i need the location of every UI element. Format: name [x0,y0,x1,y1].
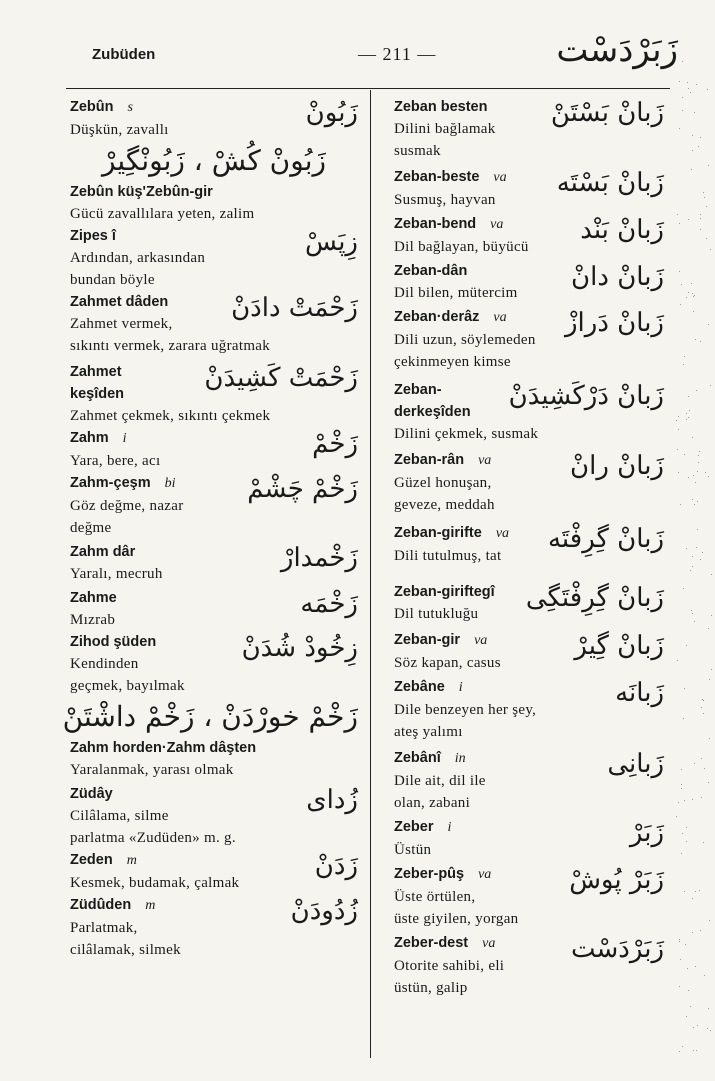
paper-speck [708,1008,709,1009]
right-column [394,96,664,999]
definition-line: cilâlamak, silmek [70,942,181,958]
paper-speck [702,552,703,553]
paper-speck [680,304,681,305]
definition-line: Dile ait, dil ile [394,773,486,789]
definition-line: Üste örtülen, [394,889,476,905]
arabic-script-form: زَبانِى [607,749,664,779]
grammar-tag: va [493,310,507,325]
definition-line: Ardından, arkasından [70,250,206,266]
definition-line: Güzel honuşan, [394,475,492,491]
paper-speck [697,501,698,502]
paper-speck [681,788,682,789]
definition-line: Kesmek, budamak, çalmak [70,875,240,891]
grammar-tag: va [478,867,492,882]
dictionary-entry [70,737,358,781]
paper-speck [708,628,709,629]
headword: Zeban-gir [394,632,461,648]
definition-line: parlatma «Zudüden» m. g. [70,830,236,846]
arabic-script-form: زَبانْ بَسْتَه [556,168,664,198]
arabic-script-form: زَحْمَتْ دادَنْ [231,293,358,323]
arabic-script-form: زِخُودْ شُدَنْ [241,633,358,663]
headword: Züdây [70,786,113,802]
dictionary-entry [70,96,358,141]
arabic-script-form: زَبانْ گِيرْ [574,631,664,661]
arabic-script-form: زَبانْ بَنْد [580,215,664,245]
paper-speck [710,1030,711,1031]
paper-speck [700,930,701,931]
dictionary-entry [394,213,664,258]
definition-line: Otorite sahibi, eli [394,958,505,974]
definition-line: Dilini bağlamak [394,121,496,137]
definition-line: üste giyilen, yorgan [394,911,519,927]
paper-speck [684,891,685,892]
dictionary-entry [70,631,358,697]
paper-speck [693,1027,694,1028]
paper-speck [703,700,704,701]
headword: Zeban besten [394,99,488,115]
entry-headword-line [394,816,664,839]
headword: Zebânî [394,750,441,766]
paper-speck [711,615,712,616]
paper-speck [676,420,677,421]
definition-line: çekinmeyen kimse [394,354,511,370]
dictionary-entry [70,541,358,585]
paper-speck [693,296,694,297]
dictionary-entry [70,141,358,181]
paper-speck [677,214,678,215]
paper-speck [701,707,702,708]
arabic-script-form: زَبانْ رانْ [570,451,664,481]
definition-line: üstün, galip [394,980,468,996]
definition-line: Zahmet vermek, [70,316,173,332]
paper-speck [686,841,687,842]
definition-line: geveze, meddah [394,497,495,513]
arabic-script-form: زَبُونْ [305,98,358,128]
arabic-script-form: زَدَنْ [314,851,358,881]
paper-speck [689,410,690,411]
entry-headword-line [70,737,358,759]
paper-speck [710,249,711,250]
grammar-tag: va [482,936,496,951]
paper-speck [692,799,693,800]
arabic-script-form: زَبَرْ پُوشْ [569,865,664,895]
arabic-script-form: زَبانَه [615,678,664,708]
definition-line: sıkıntı vermek, zarara uğratmak [70,338,271,354]
headword-continuation: derkeşîden [394,404,471,420]
definition-line: değme [70,520,112,536]
dictionary-entry [394,932,664,999]
paper-speck [710,385,711,386]
arabic-script-form: زَخْمَه [300,589,358,619]
definition-line: Dile benzeyen her şey, [394,702,537,718]
paper-speck [691,169,692,170]
dictionary-entry [394,816,664,861]
paper-speck [688,477,689,478]
paper-speck [690,1006,691,1007]
paper-speck [687,82,688,83]
paper-speck [695,339,696,340]
paper-speck [683,364,684,365]
arabic-script-form: زَبانْ گِرِفْتَگِى [525,583,664,613]
dictionary-entry [70,181,358,225]
arabic-script-form: زَبانْ دانْ [571,262,664,292]
dictionary-entry [394,166,664,211]
definition-line: Üstün [394,842,432,858]
paper-speck [676,816,677,817]
paper-speck [682,97,683,98]
paper-speck [697,1025,698,1026]
headword: Zeban-bend [394,216,477,232]
grammar-tag: in [454,751,466,766]
paper-speck [709,679,710,680]
paper-speck [686,827,687,828]
paper-speck [696,84,697,85]
paper-speck [682,833,683,834]
definition-line: Dilini çekmek, susmak [394,426,539,442]
arabic-compound-line: زَخْمْ خورْدَنْ ، زَخْمْ داشْتَنْ [62,700,358,733]
headword: Zebûn küş'Zebûn-gir [70,184,213,200]
paper-speck [703,192,704,193]
definition-line: Yara, bere, acı [70,453,161,469]
paper-speck [704,975,705,976]
dictionary-entry [70,291,358,357]
column-divider [370,90,371,1058]
definition-line: geçmek, bayılmak [70,678,185,694]
definition-line: Göz değme, nazar [70,498,184,514]
paper-speck [692,932,693,933]
arabic-script-form: زَبانْ بَسْتَنْ [550,98,664,128]
headword: Zahmet [70,364,122,380]
arabic-script-form: زَبَرْدَسْت [570,934,664,964]
paper-speck [696,390,697,391]
arabic-script-form: زَبانْ دَرْكَشِيدَنْ [508,381,664,411]
headword: Zahm-çeşm [70,475,151,491]
paper-speck [686,548,687,549]
grammar-tag: s [127,100,133,115]
dictionary-entry [394,379,664,445]
paper-speck [709,738,710,739]
dictionary-entry [394,629,664,674]
headword: Zeban-rân [394,452,465,468]
paper-speck [698,462,699,463]
paper-speck [693,311,694,312]
paper-speck [682,110,683,111]
headword: Zahmet dâden [70,294,169,310]
paper-speck [700,341,701,342]
paper-speck [681,284,682,285]
paper-speck [701,758,702,759]
arabic-script-form: زَخْمْ [312,429,358,459]
paper-speck [703,842,704,843]
paper-speck [686,297,687,298]
dictionary-entry [394,522,664,567]
paper-speck [682,61,683,62]
definition-line: Susmuş, hayvan [394,192,496,208]
headword: Zahme [70,590,117,606]
headword: Zeban-giriftegî [394,584,495,600]
arabic-script-form: زُدُودَنْ [290,896,358,926]
grammar-tag: va [478,453,492,468]
paper-speck [708,782,709,783]
paper-speck [678,802,679,803]
paper-speck [679,1051,680,1052]
page-number: — 211 — [358,44,437,64]
paper-speck [681,769,682,770]
headword: Zipes î [70,228,116,244]
dictionary-entry [70,894,358,961]
paper-speck [707,1028,708,1029]
headword: Zeber [394,819,434,835]
dictionary-entry [394,863,664,930]
arabic-script-form: زَبانْ گِرِفْتَه [547,524,664,554]
dictionary-entry [70,783,358,849]
dictionary-entry [70,472,358,539]
paper-speck [711,574,712,575]
paper-speck [696,1050,697,1051]
paper-speck [699,451,700,452]
paper-speck [698,455,699,456]
paper-speck [686,645,687,646]
paper-speck [691,283,692,284]
definition-line: ateş yalımı [394,724,463,740]
definition-line: Parlatmak, [70,920,138,936]
paper-speck [704,768,705,769]
paper-speck [680,504,681,505]
paper-speck [709,920,710,921]
paper-speck [708,324,709,325]
arabic-script-form: زَبَرْ [629,818,664,848]
paper-speck [706,238,707,239]
paper-speck [702,699,703,700]
paper-speck [681,784,682,785]
definition-line: Dili uzun, söylemeden [394,332,536,348]
entry-headword-line [70,181,358,203]
grammar-tag: m [126,853,137,868]
paper-speck [690,570,691,571]
headword: Zeber-pûş [394,866,465,882]
grammar-tag: va [474,633,488,648]
paper-speck [700,218,701,219]
paper-speck [692,566,693,567]
paper-speck [684,454,685,455]
paper-speck [707,89,708,90]
grammar-tag: i [458,680,463,695]
paper-speck [708,476,709,477]
headword: Zeban·derâz [394,309,480,325]
paper-speck [695,966,696,967]
paper-speck [694,112,695,113]
headword: Zeban-girifte [394,525,482,541]
paper-speck [688,396,689,397]
paper-speck [684,356,685,357]
paper-speck [700,214,701,215]
dictionary-entry [394,449,664,516]
dictionary-entry [62,697,358,737]
paper-speck [679,271,680,272]
paper-speck [697,471,698,472]
header-rule [66,88,670,89]
running-head: Zubüden [92,46,156,63]
paper-speck [701,797,702,798]
dictionary-entry [70,361,358,427]
paper-speck [679,941,680,942]
paper-speck [679,81,680,82]
definition-line: Mızrab [70,612,116,628]
definition-line: bundan böyle [70,272,155,288]
dictionary-entry [394,96,664,162]
paper-speck [682,1046,683,1047]
paper-speck [686,1016,687,1017]
headword-continuation: keşîden [70,386,124,402]
arabic-script-form: زِپَسْ [305,227,358,257]
dictionary-entry [394,676,664,743]
paper-speck [681,853,682,854]
arabic-script-form: زُداى [306,785,358,815]
grammar-tag: i [122,431,127,446]
definition-line: Yaralanmak, yarası olmak [70,762,234,778]
paper-speck [705,472,706,473]
paper-speck [677,449,678,450]
definition-line: Dil bağlayan, büyücü [394,239,529,255]
paper-speck [694,295,695,296]
paper-speck [683,718,684,719]
paper-speck [678,472,679,473]
dictionary-entry [70,225,358,291]
headword: Zeber-dest [394,935,469,951]
paper-speck [694,763,695,764]
paper-speck [692,499,693,500]
arabic-script-form: زَحْمَتْ كَشِيدَنْ [204,363,358,393]
headword: Zihod şüden [70,634,157,650]
arabic-compound-line: زَبُونْ كُشْ ، زَبُونْگِيرْ [101,144,327,177]
definition-line: Yaralı, mecruh [70,566,163,582]
paper-speck [686,419,687,420]
definition-line: Düşkün, zavallı [70,122,169,138]
paper-speck [700,229,701,230]
paper-speck [688,417,689,418]
dictionary-entry [70,587,358,631]
paper-speck [700,137,701,138]
paper-speck [697,529,698,530]
dictionary-entry [70,427,358,472]
paper-speck [692,150,693,151]
headword: Zahm horden·Zahm dâşten [70,740,257,756]
paper-speck [678,416,679,417]
paper-speck [679,223,680,224]
dictionary-entry [70,849,358,894]
paper-speck [678,429,679,430]
paper-speck [691,610,692,611]
paper-speck [684,800,685,801]
paper-speck [694,621,695,622]
paper-speck [690,92,691,93]
paper-speck [692,135,693,136]
headword: Zebâne [394,679,445,695]
arabic-script-form: زَخْمْ چَشْمْ [247,474,358,504]
paper-speck [711,669,712,670]
paper-speck [683,588,684,589]
grammar-tag: m [145,898,156,913]
dictionary-entry [394,747,664,814]
dictionary-entry [394,260,664,304]
headword: Zahm dâr [70,544,136,560]
grammar-tag: i [447,820,452,835]
paper-speck [696,547,697,548]
definition-line: Dil tutukluğu [394,606,479,622]
running-head-arabic: زَبَرْدَسْت [556,30,678,70]
paper-speck [706,206,707,207]
arabic-script-form: زَخْمدارْ [280,543,358,573]
paper-speck [695,891,696,892]
left-column [62,96,358,961]
paper-speck [688,219,689,220]
headword: Zeban- [394,382,442,398]
paper-speck [680,959,681,960]
paper-speck [687,968,688,969]
grammar-tag: bi [164,476,176,491]
definition-line: Gücü zavallılara yeten, zalim [70,206,255,222]
headword: Zebûn [70,99,114,115]
paper-speck [688,88,689,89]
paper-speck [708,165,709,166]
paper-speck [679,986,680,987]
headword: Zahm [70,430,109,446]
definition-line: Dil bilen, mütercim [394,285,518,301]
paper-speck [699,890,700,891]
headword: Zeban-beste [394,169,480,185]
paper-speck [698,146,699,147]
paper-speck [693,475,694,476]
definition-line: Kendinden [70,656,139,672]
paper-speck [692,556,693,557]
paper-speck [679,939,680,940]
definition-line: Cilâlama, silme [70,808,169,824]
definition-line: Zahmet çekmek, sıkıntı çekmek [70,408,271,424]
paper-speck [695,482,696,483]
definition-line: Söz kapan, casus [394,655,501,671]
grammar-tag: va [493,170,507,185]
paper-speck [684,688,685,689]
paper-speck [693,1050,694,1051]
paper-speck [679,128,680,129]
grammar-tag: va [490,217,504,232]
paper-speck [692,293,693,294]
paper-speck [703,713,704,714]
headword: Zeban-dân [394,263,468,279]
paper-speck [692,437,693,438]
grammar-tag: va [495,526,510,541]
paper-speck [694,504,695,505]
paper-speck [685,944,686,945]
paper-speck [692,898,693,899]
paper-speck [686,413,687,414]
paper-speck [692,613,693,614]
definition-line: susmak [394,143,441,159]
headword: Züdûden [70,897,132,913]
definition-line: Dili tutulmuş, tat [394,548,502,564]
paper-speck [677,660,678,661]
paper-speck [688,292,689,293]
paper-speck [700,559,701,560]
definition-line: olan, zabani [394,795,471,811]
paper-speck [704,197,705,198]
arabic-script-form: زَبانْ دَرازْ [565,308,664,338]
headword: Zeden [70,852,113,868]
paper-speck [688,990,689,991]
dictionary-entry [394,581,664,625]
dictionary-entry [394,306,664,373]
